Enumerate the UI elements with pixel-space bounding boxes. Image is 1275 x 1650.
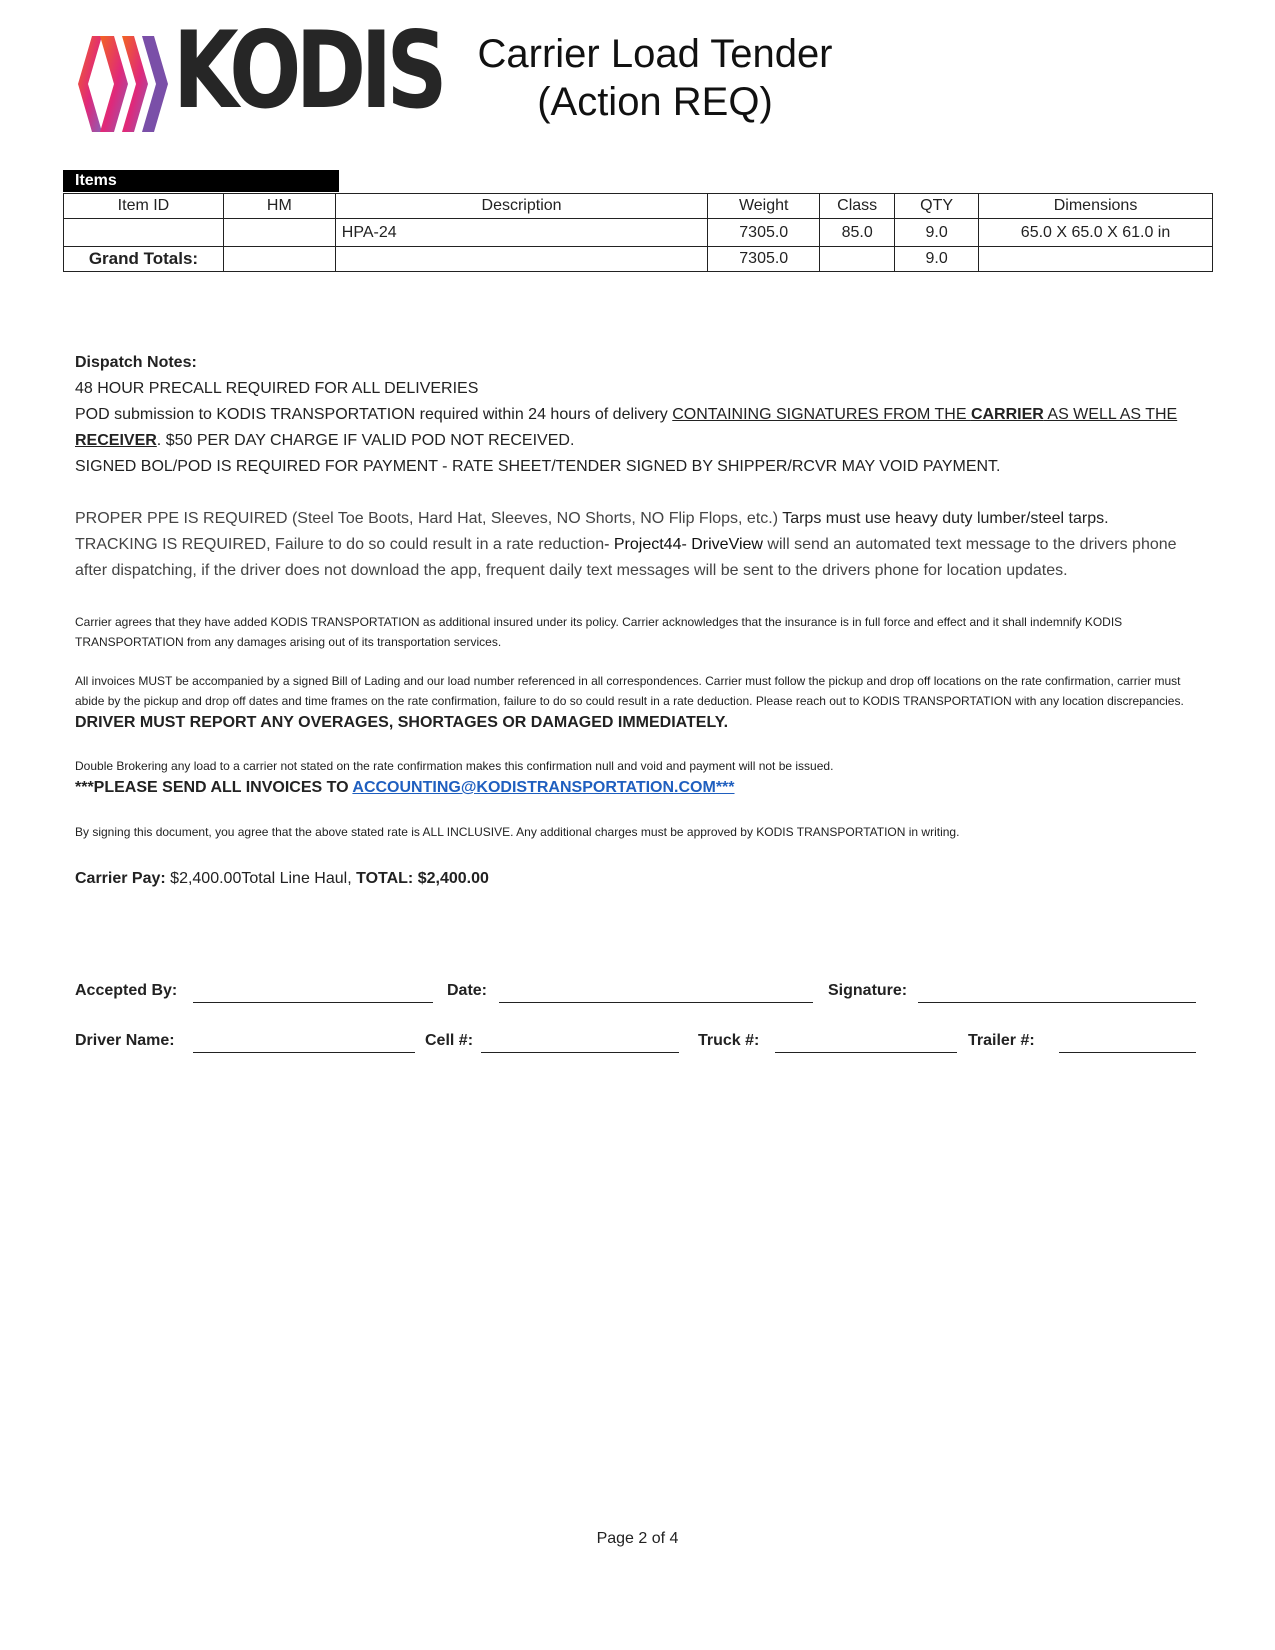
company-logo	[78, 9, 443, 136]
trailer-field[interactable]	[1059, 1052, 1196, 1053]
driver-name-field[interactable]	[193, 1052, 415, 1053]
invoices-note: All invoices MUST be accompanied by a signed Bill of Lading and our load number referenced in all correspondences. Carrier must follow the pickup and drop off locations on the rate confirmation, carrier must abide by the pickup and drop off dates and time frames on the rate confirmation, failure to do so could result in a rate deduction. Please reach out to KODIS TRANSPORTATION with any location discrepancies.	[75, 674, 1184, 708]
cell-item-id	[64, 219, 224, 247]
acceptance-row	[75, 982, 1215, 1008]
signing-note: By signing this document, you agree that the above stated rate is ALL INCLUSIVE. Any additional charges must be approved by KODIS TRANSPORTATION in writing.	[75, 825, 960, 839]
carrier-pay-label: Carrier Pay:	[75, 870, 166, 887]
totals-class	[820, 247, 895, 272]
col-hm: HM	[223, 194, 335, 219]
pod-text-f: . $50 PER DAY CHARGE IF VALID POD NOT RECEIVED.	[156, 432, 575, 449]
driver-row	[75, 1032, 1215, 1058]
cell-description: HPA-24	[335, 219, 708, 247]
date-label: Date:	[447, 982, 488, 999]
ppe-text-b: Tarps must use heavy duty lumber/steel tarps.	[782, 510, 1109, 527]
tracking-text-c: will send an automated text message to the drivers phone after dispatching, if the driver does not download the app, frequent daily text messages will be sent to the drivers phone for location updates.	[75, 536, 1177, 579]
totals-description	[335, 247, 708, 272]
carrier-pay-amount: $2,400.00Total Line Haul,	[165, 870, 357, 887]
date-field[interactable]	[499, 1002, 813, 1003]
total-label: TOTAL:	[356, 870, 414, 887]
col-class: Class	[820, 194, 895, 219]
cell-qty: 9.0	[895, 219, 979, 247]
send-invoices-note	[75, 776, 1205, 800]
tracking-text-b: - Project44- DriveView	[604, 536, 763, 553]
grand-totals-label: Grand Totals:	[64, 247, 224, 272]
accepted-by-label: Accepted By:	[75, 982, 178, 999]
col-dimensions: Dimensions	[979, 194, 1213, 219]
truck-label: Truck #:	[698, 1032, 760, 1049]
document-title	[440, 30, 870, 126]
dispatch-notes-heading: Dispatch Notes:	[75, 354, 197, 371]
table-header-row	[64, 194, 1213, 219]
totals-hm	[223, 247, 335, 272]
dispatch-notes	[75, 350, 1205, 892]
cell-class: 85.0	[820, 219, 895, 247]
bol-note: SIGNED BOL/POD IS REQUIRED FOR PAYMENT - RATE SHEET/TENDER SIGNED BY SHIPPER/RCVR MAY VOID PAYMENT.	[75, 458, 1001, 475]
pod-text-a: POD submission to KODIS TRANSPORTATION required within 24 hours of delivery	[75, 406, 673, 423]
pod-text-carrier: CARRIER	[970, 406, 1044, 423]
cell-dimensions: 65.0 X 65.0 X 61.0 in	[979, 219, 1213, 247]
page-number: Page 2 of 4	[596, 1530, 679, 1547]
items-heading: Items	[63, 170, 339, 192]
totals-dimensions	[979, 247, 1213, 272]
signature-label: Signature:	[828, 982, 908, 999]
table-row	[64, 219, 1213, 247]
cell-hm	[223, 219, 335, 247]
carrier-pay	[75, 866, 1205, 892]
totals-weight: 7305.0	[708, 247, 820, 272]
signature-field[interactable]	[918, 1002, 1196, 1003]
double-brokering-note: Double Brokering any load to a carrier not stated on the rate confirmation makes this confirmation null and void and payment will not be issued.	[75, 759, 834, 773]
pod-note	[75, 402, 1205, 454]
truck-field[interactable]	[775, 1052, 957, 1053]
col-weight: Weight	[708, 194, 820, 219]
ppe-note	[75, 506, 1205, 532]
precall-note: 48 HOUR PRECALL REQUIRED FOR ALL DELIVERIES	[75, 380, 479, 397]
totals-qty: 9.0	[895, 247, 979, 272]
pod-text-d: AS WELL AS THE	[1043, 406, 1178, 423]
cell-field[interactable]	[481, 1052, 679, 1053]
title-line-1: Carrier Load Tender	[477, 32, 833, 76]
totals-row	[64, 247, 1213, 272]
pod-text-receiver: RECEIVER	[75, 432, 157, 449]
title-line-2: (Action REQ)	[537, 80, 773, 124]
insurance-note: Carrier agrees that they have added KODIS TRANSPORTATION as additional insured under its policy. Carrier acknowledges that the insurance is in full force and effect and it shall indemnify KODIS TRANSPORTATION from any damages arising out of its transportation services.	[75, 615, 1123, 649]
cell-weight: 7305.0	[708, 219, 820, 247]
send-invoices-text: ***PLEASE SEND ALL INVOICES TO	[75, 779, 353, 796]
col-description: Description	[335, 194, 708, 219]
accepted-by-field[interactable]	[193, 1002, 433, 1003]
total-amount: $2,400.00	[413, 870, 489, 887]
col-item-id: Item ID	[64, 194, 224, 219]
chevron-stripes-icon	[78, 36, 168, 132]
logo-text: KODIS	[173, 9, 443, 132]
ppe-text-a: PROPER PPE IS REQUIRED (Steel Toe Boots, Hard Hat, Sleeves, NO Shorts, NO Flip Flops, etc.)	[75, 510, 783, 527]
tracking-text-a: TRACKING IS REQUIRED, Failure to do so could result in a rate reduction	[75, 536, 605, 553]
col-qty: QTY	[895, 194, 979, 219]
trailer-label: Trailer #:	[968, 1032, 1035, 1049]
accounting-email-link[interactable]: ACCOUNTING@KODISTRANSPORTATION.COM***	[352, 779, 735, 796]
tracking-note	[75, 532, 1205, 584]
driver-report-note: DRIVER MUST REPORT ANY OVERAGES, SHORTAGES OR DAMAGED IMMEDIATELY.	[75, 714, 729, 731]
cell-label: Cell #:	[425, 1032, 474, 1049]
driver-name-label: Driver Name:	[75, 1032, 175, 1049]
pod-text-b: CONTAINING SIGNATURES FROM THE	[672, 406, 971, 423]
items-table	[63, 193, 1213, 272]
